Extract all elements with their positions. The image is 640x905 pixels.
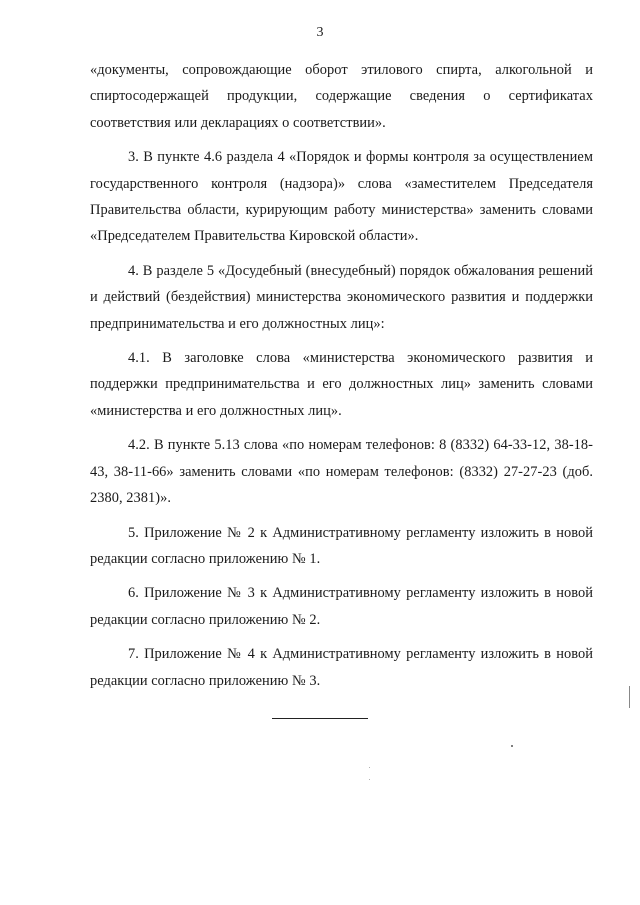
page-number: 3 bbox=[316, 25, 324, 40]
paragraph-continuation: «документы, сопровождающие оборот этилового спирта, алкогольной и спиртосодержащей продукции, содержащие сведения о сертификатах соответствия или декларациях о соответствии». bbox=[90, 62, 593, 131]
paragraph-item-6: 6. Приложение № 3 к Административному регламенту изложить в новой редакции согласно приложению № 2. bbox=[90, 585, 593, 628]
scan-speck bbox=[369, 779, 370, 780]
paragraph-item-4: 4. В разделе 5 «Досудебный (внесудебный) порядок обжалования решений и действий (бездействия) министерства экономического развития и поддержки предпринимательства и его должностных лиц»: bbox=[90, 262, 593, 332]
document-body bbox=[90, 57, 593, 694]
paragraph-item-7: 7. Приложение № 4 к Административному регламенту изложить в новой редакции согласно приложению № 3. bbox=[90, 646, 593, 689]
scan-speck bbox=[369, 767, 370, 768]
paragraph-item-5: 5. Приложение № 2 к Административному регламенту изложить в новой редакции согласно приложению № 1. bbox=[90, 524, 593, 567]
scan-speck bbox=[511, 745, 513, 747]
scan-speck bbox=[629, 686, 630, 708]
paragraph-item-4-1: 4.1. В заголовке слова «министерства экономического развития и поддержки предпринимательства и его должностных лиц» заменить словами «министерства и его должностных лиц». bbox=[90, 350, 593, 419]
paragraph-item-4-2: 4.2. В пункте 5.13 слова «по номерам телефонов: 8 (8332) 64-33-12, 38-18-43, 38-11-66» заменить словами «по номерам телефонов: (8332) 27-27-23 (доб. 2380, 2381)». bbox=[90, 437, 593, 507]
closing-separator-line bbox=[272, 718, 368, 719]
paragraph-item-3: 3. В пункте 4.6 раздела 4 «Порядок и формы контроля за осуществлением государственного контроля (надзора)» слова «заместителем Председателя Правительства области, курирующим работу министерства» заменить словами «Председателем Правительства Кировской области». bbox=[90, 149, 593, 245]
